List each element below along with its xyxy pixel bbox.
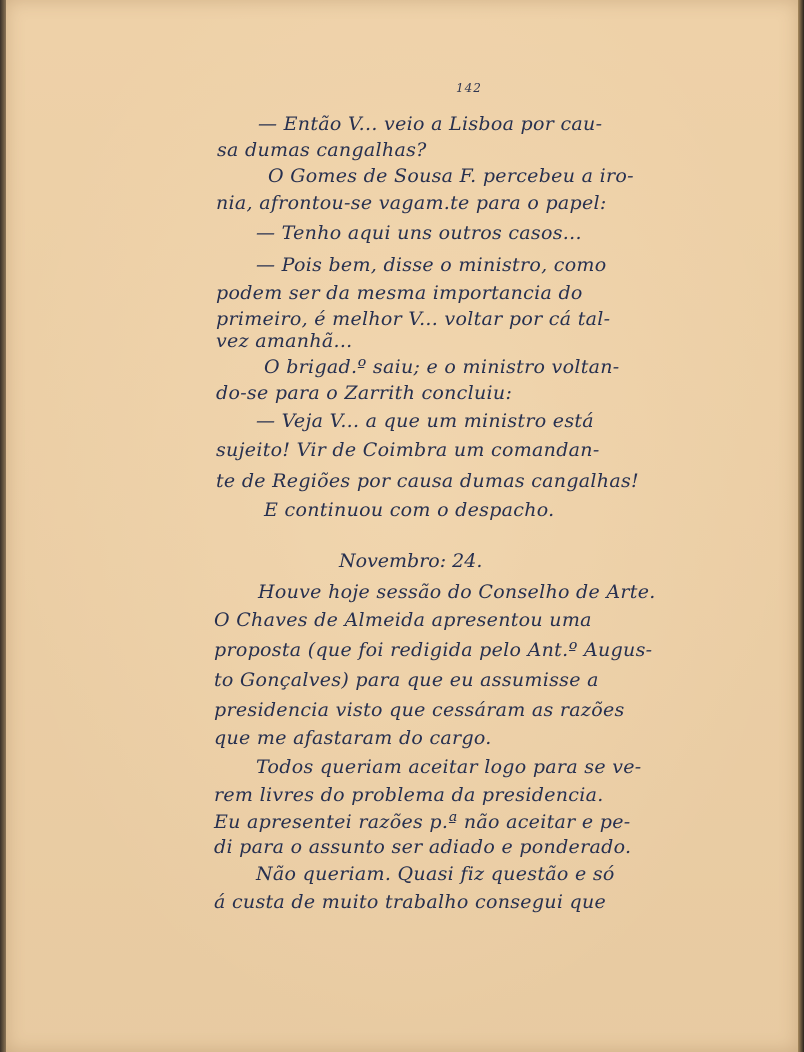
handwritten-line: E continuou com o despacho. <box>264 499 555 521</box>
handwritten-line: — Veja V... a que um ministro está <box>256 410 594 432</box>
handwritten-line: — Então V... veio a Lisboa por cau- <box>258 113 603 135</box>
handwritten-line: podem ser da mesma importancia do <box>216 282 583 304</box>
handwritten-line: vez amanhã... <box>216 330 353 352</box>
handwritten-line: primeiro, é melhor V... voltar por cá tal- <box>216 308 611 330</box>
date-heading: Novembro: 24. <box>339 550 483 572</box>
handwritten-line: Houve hoje sessão do Conselho de Arte. <box>258 581 656 603</box>
handwritten-line: Não queriam. Quasi fiz questão e só <box>256 863 615 885</box>
handwritten-line: sa dumas cangalhas? <box>217 139 427 161</box>
handwritten-line: Todos queriam aceitar logo para se ve- <box>256 756 642 778</box>
handwritten-line: te de Regiões por causa dumas cangalhas! <box>216 470 639 492</box>
manuscript-page <box>6 0 798 1052</box>
handwritten-line: Eu apresentei razões p.ª não aceitar e pe- <box>214 811 631 833</box>
handwritten-line: to Gonçalves) para que eu assumisse a <box>214 669 599 691</box>
handwritten-line: di para o assunto ser adiado e ponderado. <box>214 836 632 858</box>
handwritten-line: do-se para o Zarrith concluiu: <box>216 382 513 404</box>
binding-edge-right <box>798 0 804 1052</box>
handwritten-line: nia, afrontou-se vagam.te para o papel: <box>216 192 607 214</box>
handwritten-line: á custa de muito trabalho consegui que <box>214 891 607 913</box>
handwritten-line: proposta (que foi redigida pelo Ant.º Augus- <box>214 639 653 661</box>
handwritten-line: que me afastaram do cargo. <box>214 727 492 749</box>
handwritten-line: rem livres do problema da presidencia. <box>214 784 604 806</box>
handwritten-line: presidencia visto que cessáram as razões <box>214 699 625 721</box>
handwritten-line: O Gomes de Sousa F. percebeu a iro- <box>268 165 634 187</box>
handwritten-line: O brigad.º saiu; e o ministro voltan- <box>264 356 620 378</box>
page-number: 142 <box>456 81 482 95</box>
handwritten-line: — Tenho aqui uns outros casos... <box>256 222 582 244</box>
handwritten-line: — Pois bem, disse o ministro, como <box>256 254 607 276</box>
handwritten-line: O Chaves de Almeida apresentou uma <box>214 609 592 631</box>
handwritten-line: sujeito! Vir de Coimbra um comandan- <box>216 439 600 461</box>
